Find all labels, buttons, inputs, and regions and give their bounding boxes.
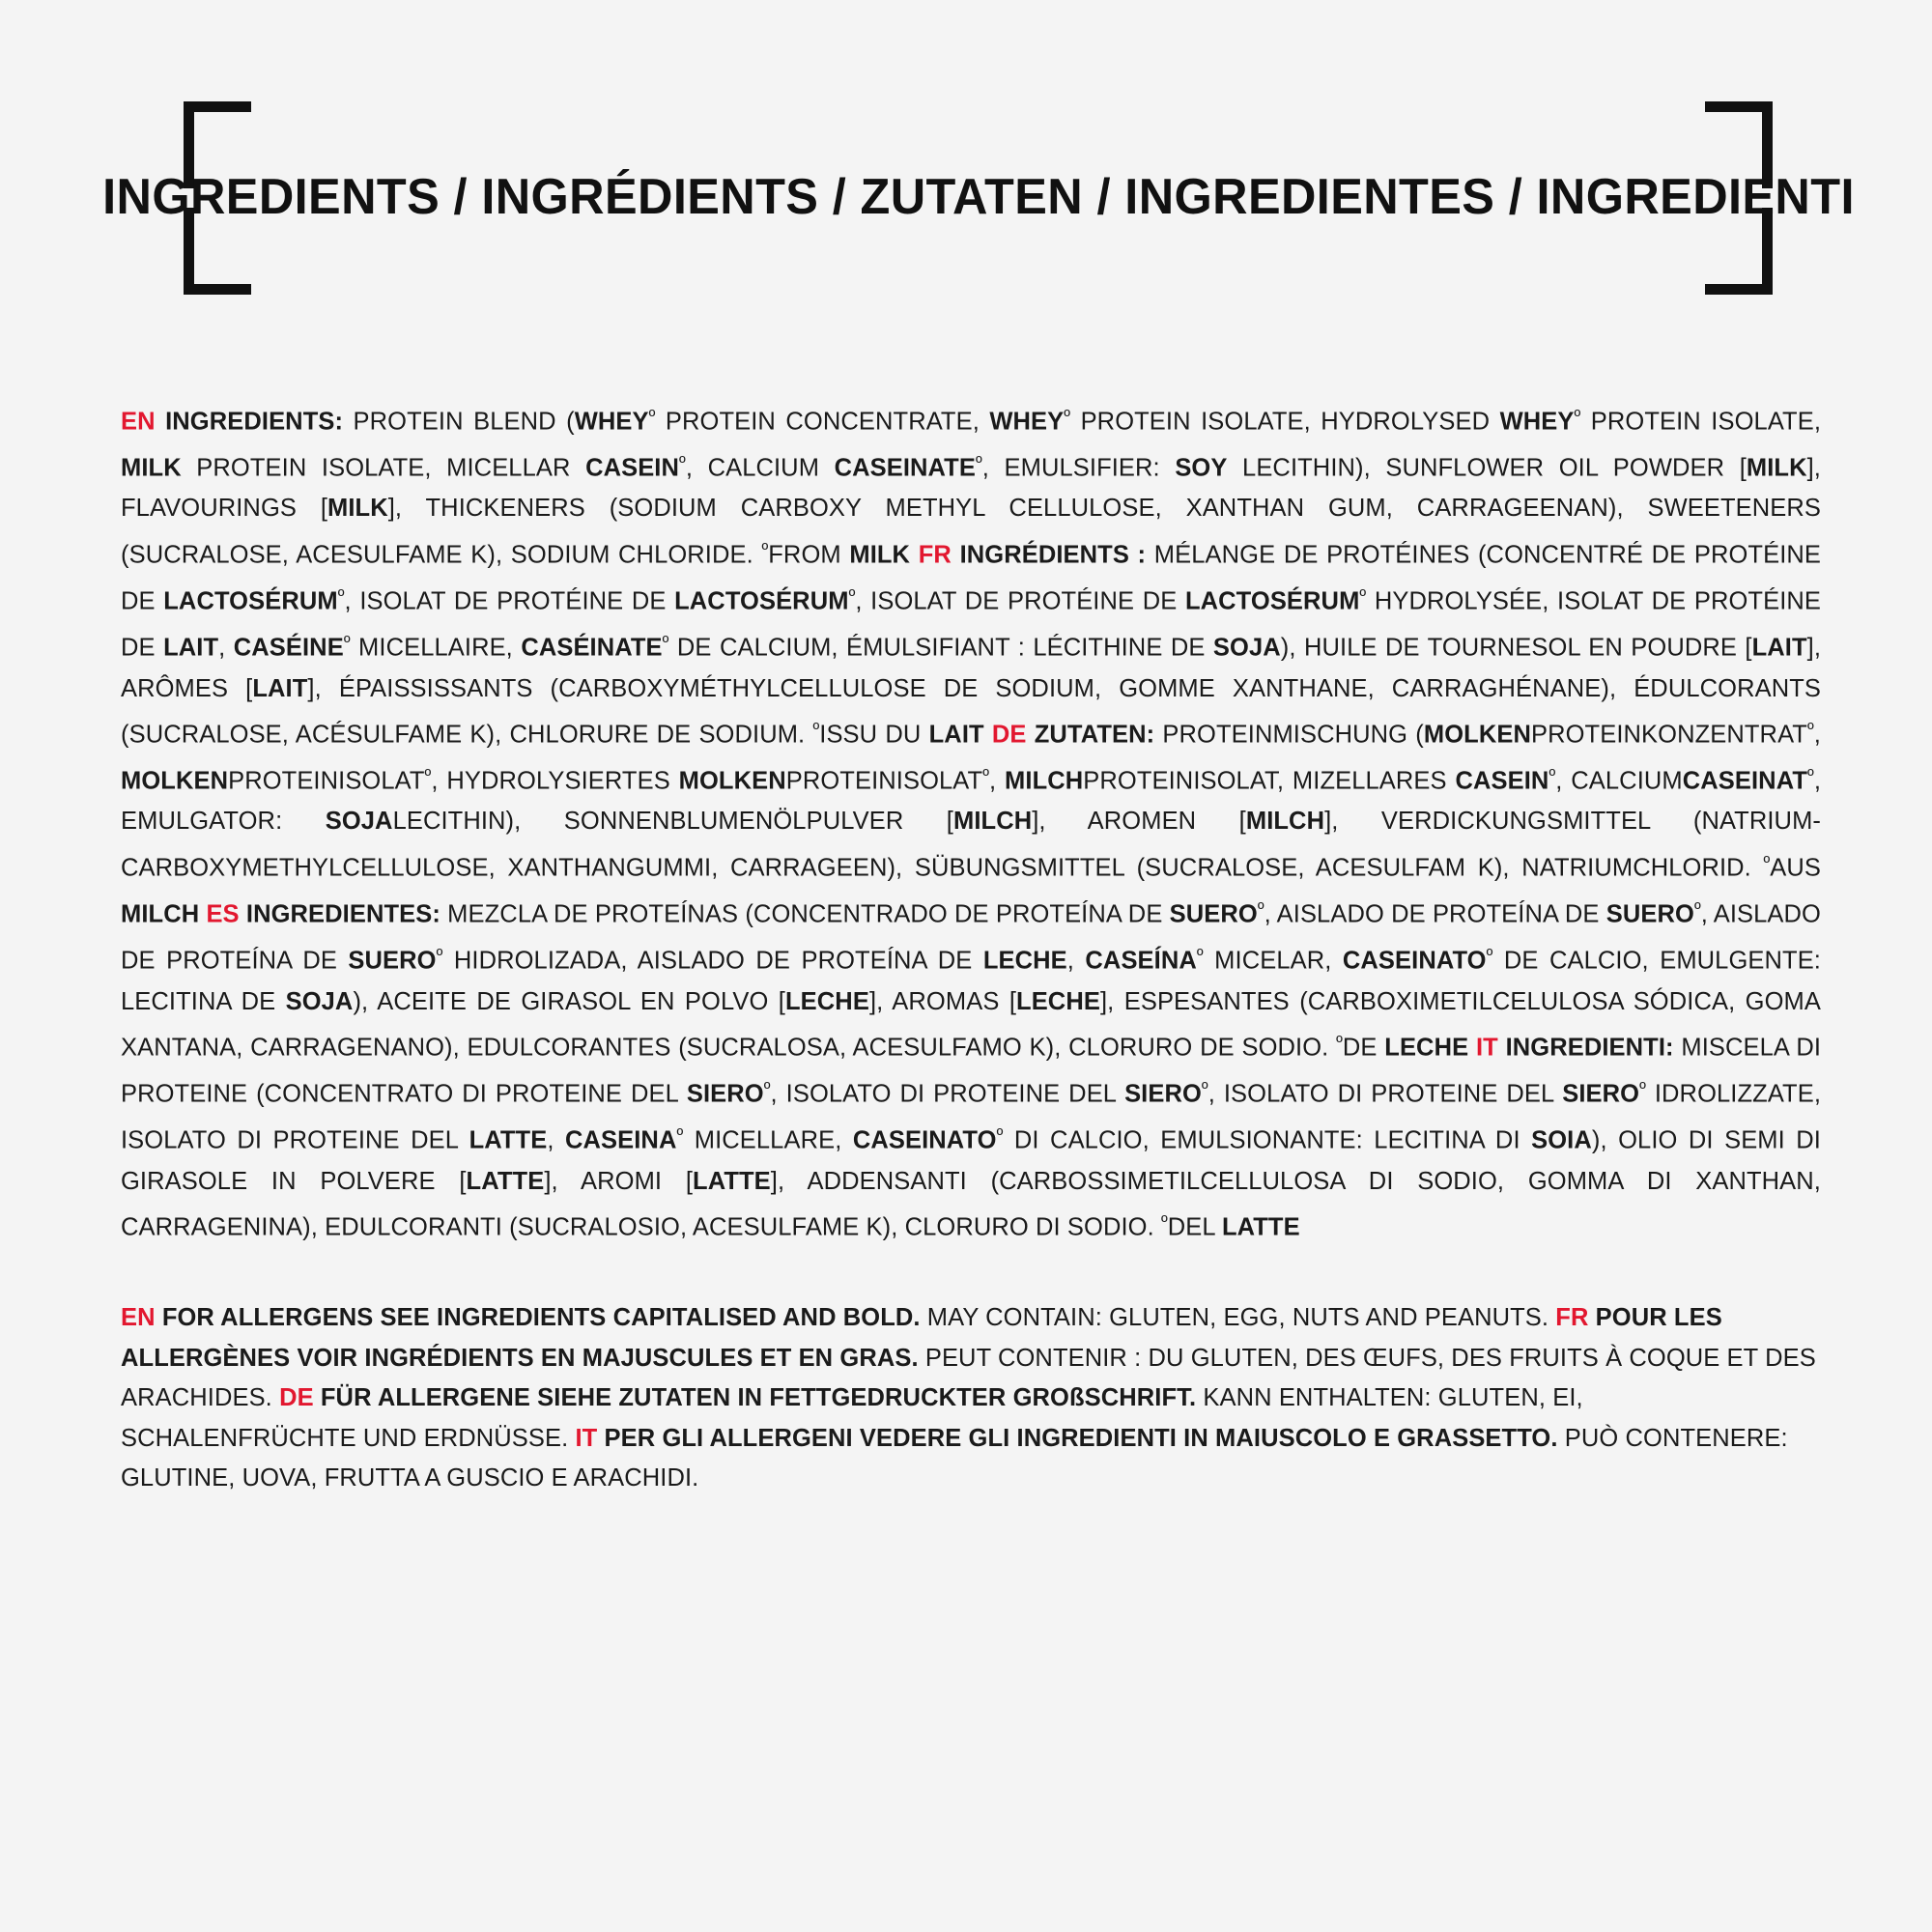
allergen-lang-code-fr: FR (1555, 1304, 1589, 1332)
lang-code-es: ES (206, 900, 240, 928)
allergen-lang-code-de: DE (279, 1384, 314, 1412)
ingredients-paragraph: EN INGREDIENTS: PROTEIN BLEND ($WHEY^º$ PROTEIN CONCENTRATE, $WHEY^º$ PROTEIN ISOLATE, HYDROLYSED $WHEY^º$ PROTEIN ISOLATE, MILK PROTEIN ISOLATE, MICELLAR $CASEIN^º$, CALCIUM $CASEINATE^º$, EMULSIFIER: SOY LECITHIN), SUNFLOWER OIL POWDER [MILK], FLAVOURINGS [MILK], THICKENERS (SODIUM CARBOXY METHYL CELLULOSE, XANTHAN GUM, CARRAGEENAN), SWEETENERS (SUCRALOSE, ACESULFAME K), SODIUM CHLORIDE. $^º$FROM MILK FR INGRÉDIENTS : MÉLANGE DE PROTÉINES (CONCENTRÉ DE PROTÉINE DE $LACTOSÉRUM^º$, ISOLAT DE PROTÉINE DE $LACTOSÉRUM^º$, ISOLAT DE PROTÉINE DE $LACTOSÉRUM^º$ HYDROLYSÉE, ISOLAT DE PROTÉINE DE LAIT, $CASÉINE^º$ MICELLAIRE, $CASÉINATE^º$ DE CALCIUM, ÉMULSIFIANT : LÉCITHINE DE SOJA), HUILE DE TOURNESOL EN POUDRE [LAIT], ARÔMES [LAIT], ÉPAISSISSANTS (CARBOXYMÉTHYLCELLULOSE DE SODIUM, GOMME XANTHANE, CARRAGHÉNANE), ÉDULCORANTS (SUCRALOSE, ACÉSULFAME K), CHLORURE DE SODIUM. $^º$ISSU DU LAIT DE ZUTATEN: PROTEINMISCHUNG ($MOLKENPROTEINKONZENTRAT^º$, $MOLKENPROTEINISOLAT^º$, HYDROLYSIERTES $MOLKENPROTEINISOLAT^º$, MILCHPROTEINISOLAT, MIZELLARES $CASEIN^º$, $CALCIUMCASEINAT^º$, EMULGATOR: SOJALECITHIN), SONNENBLUMENÖLPULVER [MILCH], AROMEN [MILCH], VERDICKUNGSMITTEL (NATRIUM-CARBOXYMETHYLCELLULOSE, XANTHANGUMMI, CARRAGEEN), SÜBUNGSMITTEL (SUCRALOSE, ACESULFAM K), NATRIUMCHLORID. $^º$AUS MILCH ES INGREDIENTES: MEZCLA DE PROTEÍNAS (CONCENTRADO DE PROTEÍNA DE $SUERO^º$, AISLADO DE PROTEÍNA DE $SUERO^º$, AISLADO DE PROTEÍNA DE $SUERO^º$ HIDROLIZADA, AISLADO DE PROTEÍNA DE LECHE, $CASEÍNA^º$ MICELAR, $CASEINATO^º$ DE CALCIO, EMULGENTE: LECITINA DE SOJA), ACEITE DE GIRASOL EN POLVO [LECHE], AROMAS [LECHE], ESPESANTES (CARBOXIMETILCELULOSA SÓDICA, GOMA XANTANA, CARRAGENANO), EDULCORANTES (SUCRALOSA, ACESULFAMO K), CLORURO DE SODIO. $^º$DE LECHE IT INGREDIENTI: MISCELA DI PROTEINE (CONCENTRATO DI PROTEINE DEL $SIERO^º$, ISOLATO DI PROTEINE DEL $SIERO^º$, ISOLATO DI PROTEINE DEL $SIERO^º$ IDROLIZZATE, ISOLATO DI PROTEINE DEL LATTE, $CASEINA^º$ MICELLARE, $CASEINATO^º$ DI CALCIO, EMULSIONANTE: LECITINA DI SOIA), OLIO DI SEMI DI GIRASOLE IN POLVERE [LATTE], AROMI [LATTE], ADDENSANTI (CARBOSSIMETILCELLULOSA DI SODIO, GOMMA DI XANTHAN, CARRAGENINA), EDULCORANTI (SUCRALOSIO, ACESULFAME K), CLORURO DI SODIO. $^º$DEL LATTE (121, 406, 1822, 1241)
allergen-lang-code-it: IT (575, 1424, 598, 1452)
lang-code-en: EN (121, 408, 156, 436)
header-frame (101, 101, 1855, 295)
ingredients-heading-fr: INGRÉDIENTS : (959, 541, 1147, 569)
page-title-text: INGREDIENTS / INGRÉDIENTS / ZUTATEN / INGREDIENTES / INGREDIENTI (101, 168, 1855, 225)
ingredients-heading-en: INGREDIENTS: (165, 408, 344, 436)
lang-code-it: IT (1475, 1034, 1498, 1062)
ingredients-heading-de: ZUTATEN: (1034, 721, 1155, 749)
lang-code-de: DE (991, 721, 1027, 749)
allergens-paragraph: EN FOR ALLERGENS SEE INGREDIENTS CAPITALISED AND BOLD. MAY CONTAIN: GLUTEN, EGG, NUTS AND PEANUTS. FR POUR LES ALLERGÈNES VOIR INGRÉDIENTS EN MAJUSCULES ET EN GRAS. PEUT CONTENIR : DU GLUTEN, DES ŒUFS, DES FRUITS À COQUE ET DES ARACHIDES. DE FÜR ALLERGENE SIEHE ZUTATEN IN FETTGEDRUCKTER GROßSCHRIFT. KANN ENTHALTEN: GLUTEN, EI, SCHALENFRÜCHTE UND ERDNÜSSE. IT PER GLI ALLERGENI VEDERE GLI INGREDIENTI IN MAIUSCOLO E GRASSETTO. PUÒ CONTENERE: GLUTINE, UOVA, FRUTTA A GUSCIO E ARACHIDI. (121, 1304, 1816, 1492)
ingredients-heading-it: INGREDIENTI: (1505, 1034, 1674, 1062)
ingredients-heading-es: INGREDIENTES: (245, 900, 440, 928)
lang-code-fr: FR (918, 541, 952, 569)
allergen-lang-code-en: EN (121, 1304, 156, 1332)
content-area (121, 396, 1821, 1523)
